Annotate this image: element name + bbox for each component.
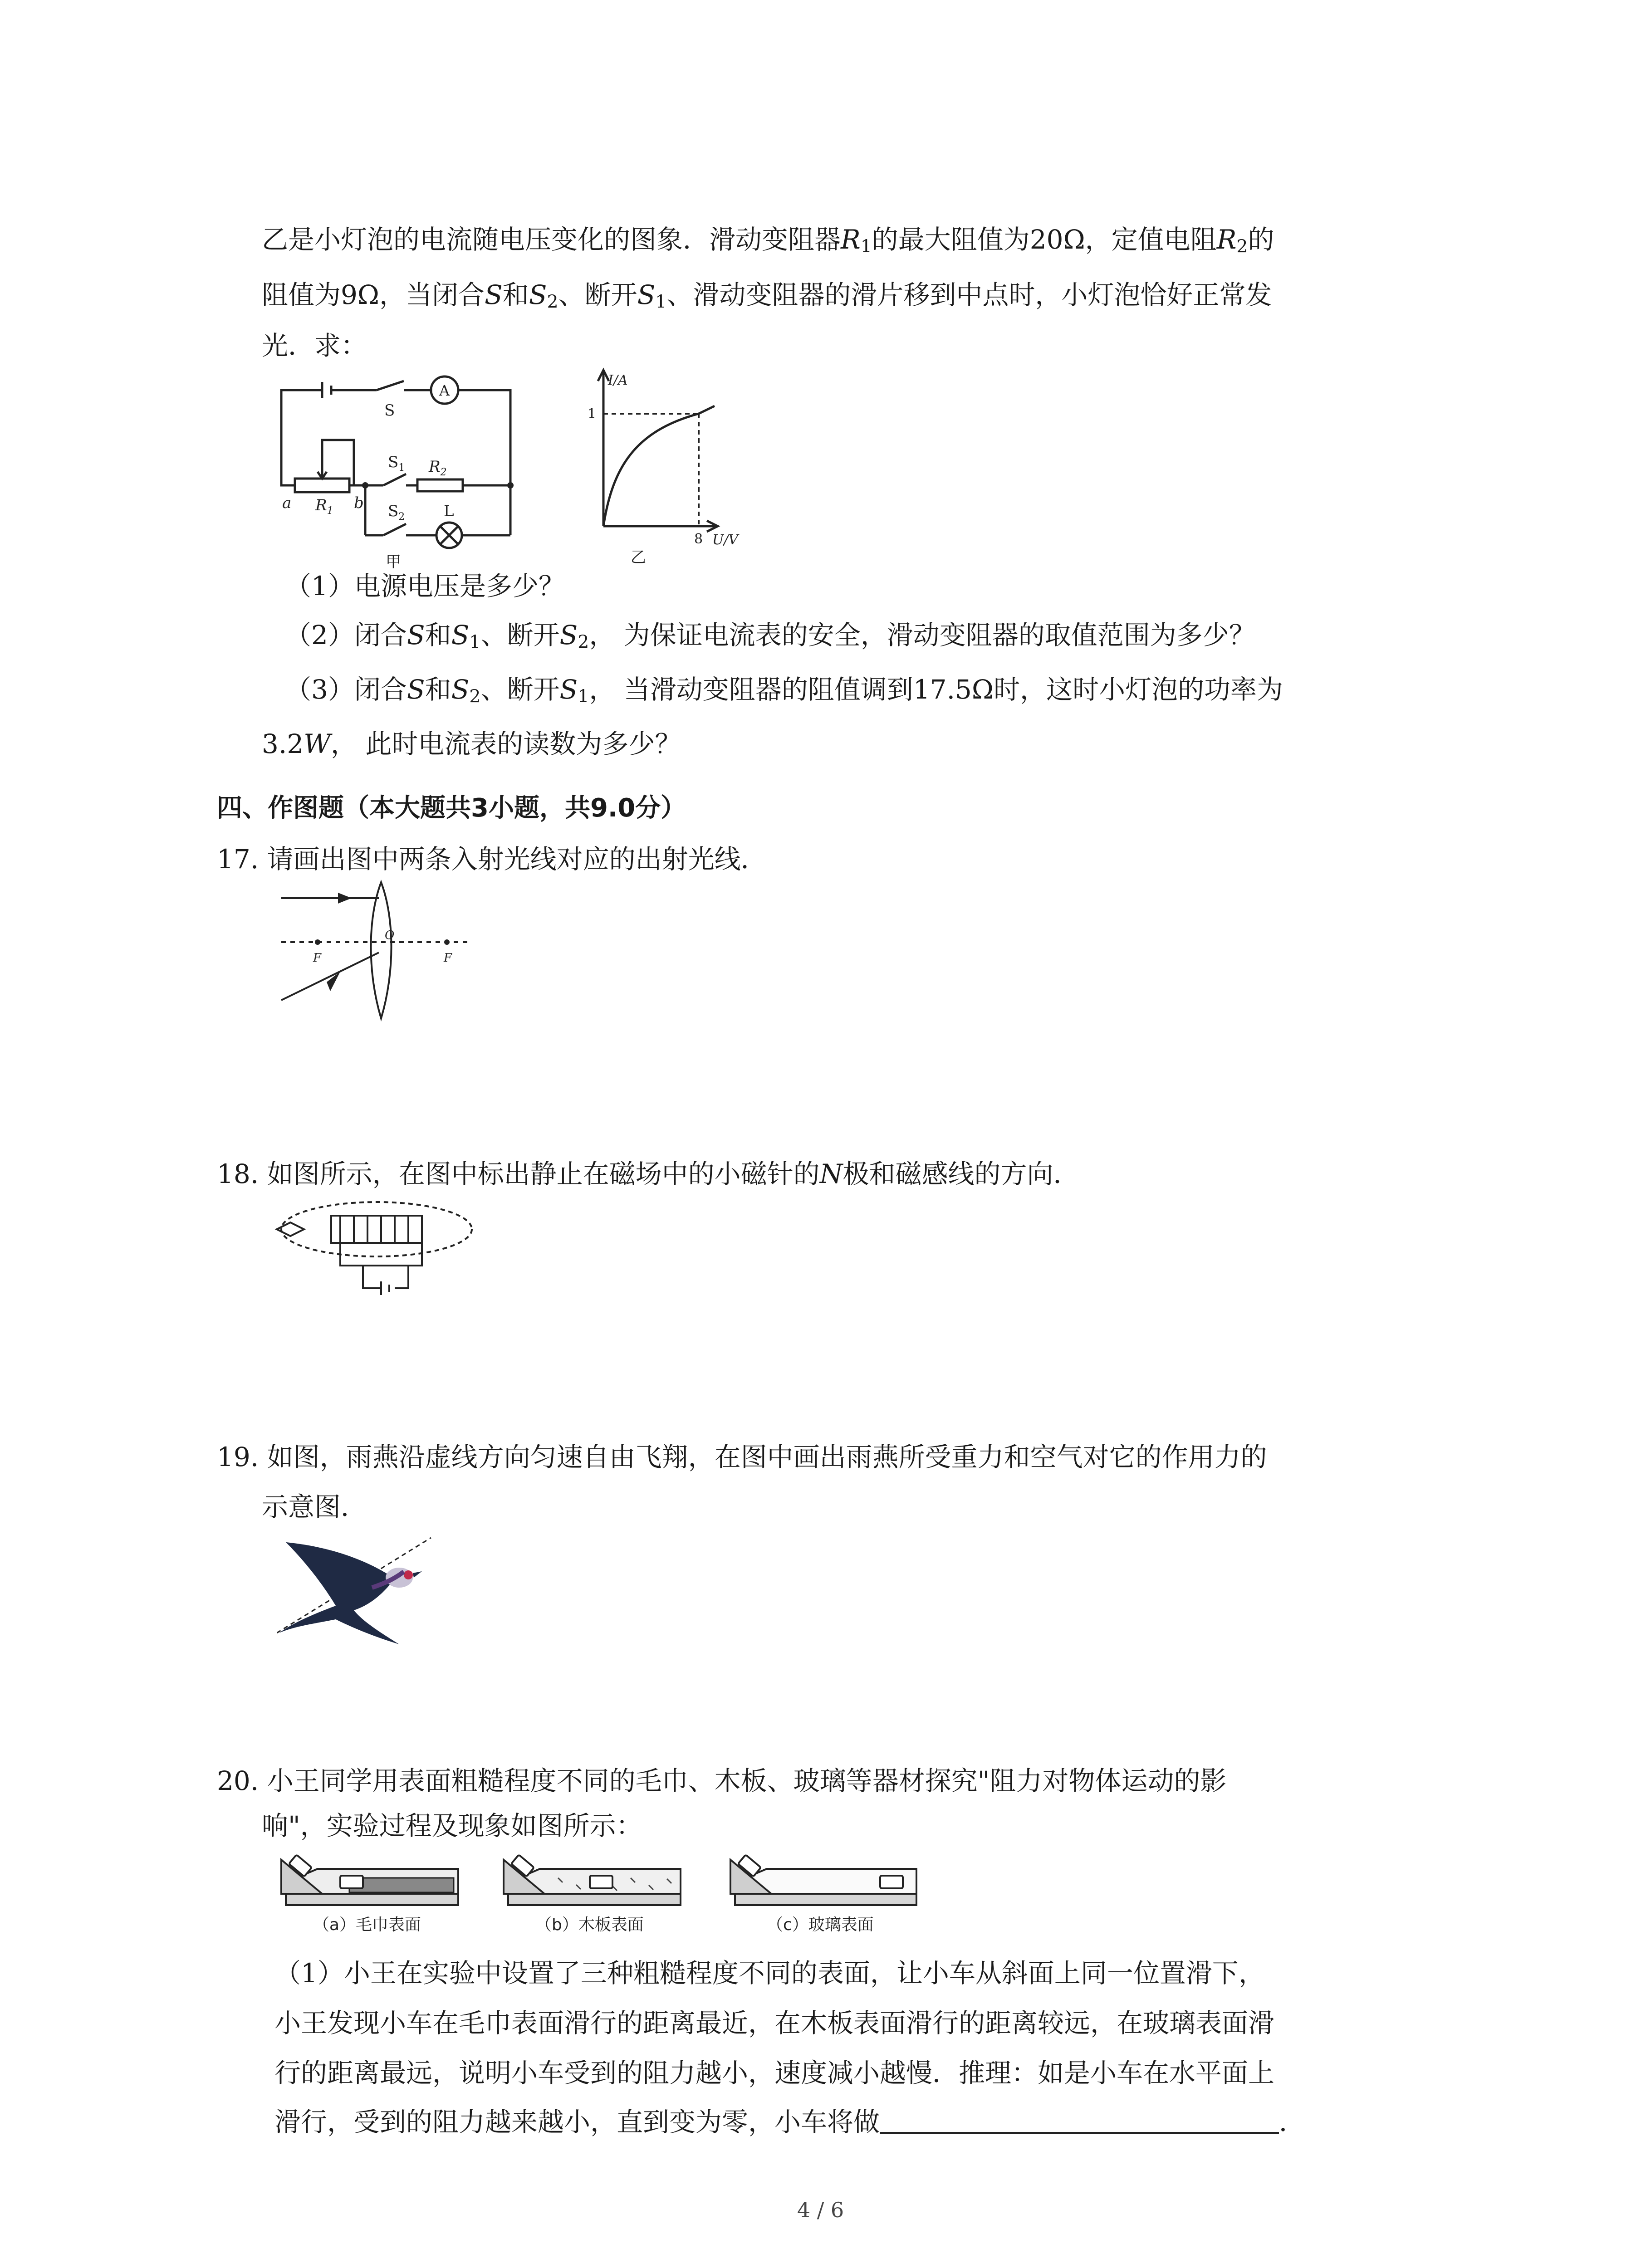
label-r2: $R_2$ (429, 458, 447, 478)
iv-graph-svg (563, 363, 753, 572)
solenoid-diagram (272, 1198, 481, 1315)
lens-svg (277, 878, 476, 1023)
q19-text-line-1: 19. 如图，雨燕沿虚线方向匀速自由飞翔，在图中画出雨燕所受重力和空气对它的作用力的 (217, 1442, 1267, 1472)
label-b: b (354, 494, 364, 512)
setup-c (730, 1855, 916, 1905)
label-s: S (384, 401, 395, 420)
y-axis-label: I/A (608, 372, 628, 388)
caption-c: （c）玻璃表面 (767, 1916, 874, 1934)
swallow-figure (277, 1529, 440, 1651)
setup-a (281, 1855, 458, 1905)
q20-part-1-line-1: （1）小王在实验中设置了三种粗糙程度不同的表面，让小车从斜面上同一位置滑下， (274, 1958, 1265, 1989)
circuit-svg (272, 372, 526, 572)
y-tick-1: 1 (588, 406, 597, 422)
swallow-body-icon (279, 1542, 399, 1644)
incident-ray-2 (281, 953, 379, 1000)
label-f-left: F (313, 951, 322, 965)
q16-part-3-cont: 3.2W， 此时电流表的读数为多少？ (262, 728, 681, 759)
label-lamp: L (444, 502, 454, 520)
friction-experiment-figure (277, 1851, 939, 1960)
label-o: O (385, 929, 395, 942)
q16-intro-line-2: 阻值为9Ω，当闭合S和$S_2$、断开$S_1$、滑动变阻器的滑片移到中点时，小灯泡恰好正常发 (262, 279, 1272, 313)
q20-text-line-1: 20. 小王同学用表面粗糙程度不同的毛巾、木板、玻璃等器材探究"阻力对物体运动的影 (217, 1765, 1227, 1796)
q20-part-1-line-3: 行的距离最远，说明小车受到的阻力越小，速度减小越慢．推理：如是小车在水平面上 (274, 2058, 1275, 2088)
answer-blank[interactable] (880, 2109, 1279, 2134)
q20-part-1-line-2: 小王发现小车在毛巾表面滑行的距离最近，在木板表面滑行的距离较远，在玻璃表面滑 (274, 2008, 1275, 2038)
q19-text-line-2: 示意图． (262, 1491, 367, 1522)
iv-graph-yi (563, 363, 753, 572)
label-f-right: F (444, 951, 452, 965)
x-axis-label: U/V (712, 532, 739, 548)
q20-text-line-2: 响"，实验过程及现象如图所示： (262, 1810, 642, 1841)
q16-part-2: （2）闭合S和$S_1$、断开$S_2$， 为保证电流表的安全，滑动变阻器的取值范围为多少？ (285, 620, 1255, 653)
label-ammeter: A (439, 382, 450, 399)
q17-text: 17. 请画出图中两条入射光线对应的出射光线． (217, 844, 767, 875)
q18-text: 18. 如图所示，在图中标出静止在磁场中的小磁针的N极和磁感线的方向． (217, 1158, 1080, 1189)
section-4-heading: 四、作图题（本大题共3小题，共9.0分） (217, 793, 686, 823)
caption-a: （a）毛巾表面 (313, 1916, 421, 1934)
swallow-svg (277, 1529, 440, 1651)
caption-yi: 乙 (631, 548, 646, 567)
x-tick-8: 8 (694, 531, 703, 547)
q16-part-3: （3）闭合S和$S_2$、断开$S_1$， 当滑动变阻器的阻值调到17.5Ω时，这时小灯泡的功率为 (285, 674, 1283, 707)
label-s2: $S_2$ (388, 502, 405, 523)
label-a: a (282, 494, 292, 512)
caption-jia: 甲 (386, 553, 401, 571)
q20-part-1-line-4: 滑行，受到的阻力越来越小，直到变为零，小车将做 ． (274, 2107, 1306, 2137)
q16-intro-line-3: 光．求： (262, 330, 367, 361)
solenoid-svg (272, 1198, 481, 1315)
friction-svg (277, 1851, 939, 1960)
caption-b: （b）木板表面 (535, 1916, 644, 1934)
q16-intro-line-1: 乙是小灯泡的电流随电压变化的图象．滑动变阻器$R_1$的最大阻值为20Ω，定值电阻$R_2$的 (262, 224, 1274, 257)
lens-diagram (277, 878, 476, 1023)
convex-lens (371, 882, 395, 1018)
label-s1: $S_1$ (388, 453, 405, 474)
label-r1: $R_1$ (315, 496, 333, 517)
setup-b (504, 1855, 681, 1905)
page-number: 4 / 6 (797, 2198, 844, 2222)
circuit-diagram-jia (272, 372, 526, 572)
q16-part-1: （1）电源电压是多少？ (285, 571, 565, 601)
